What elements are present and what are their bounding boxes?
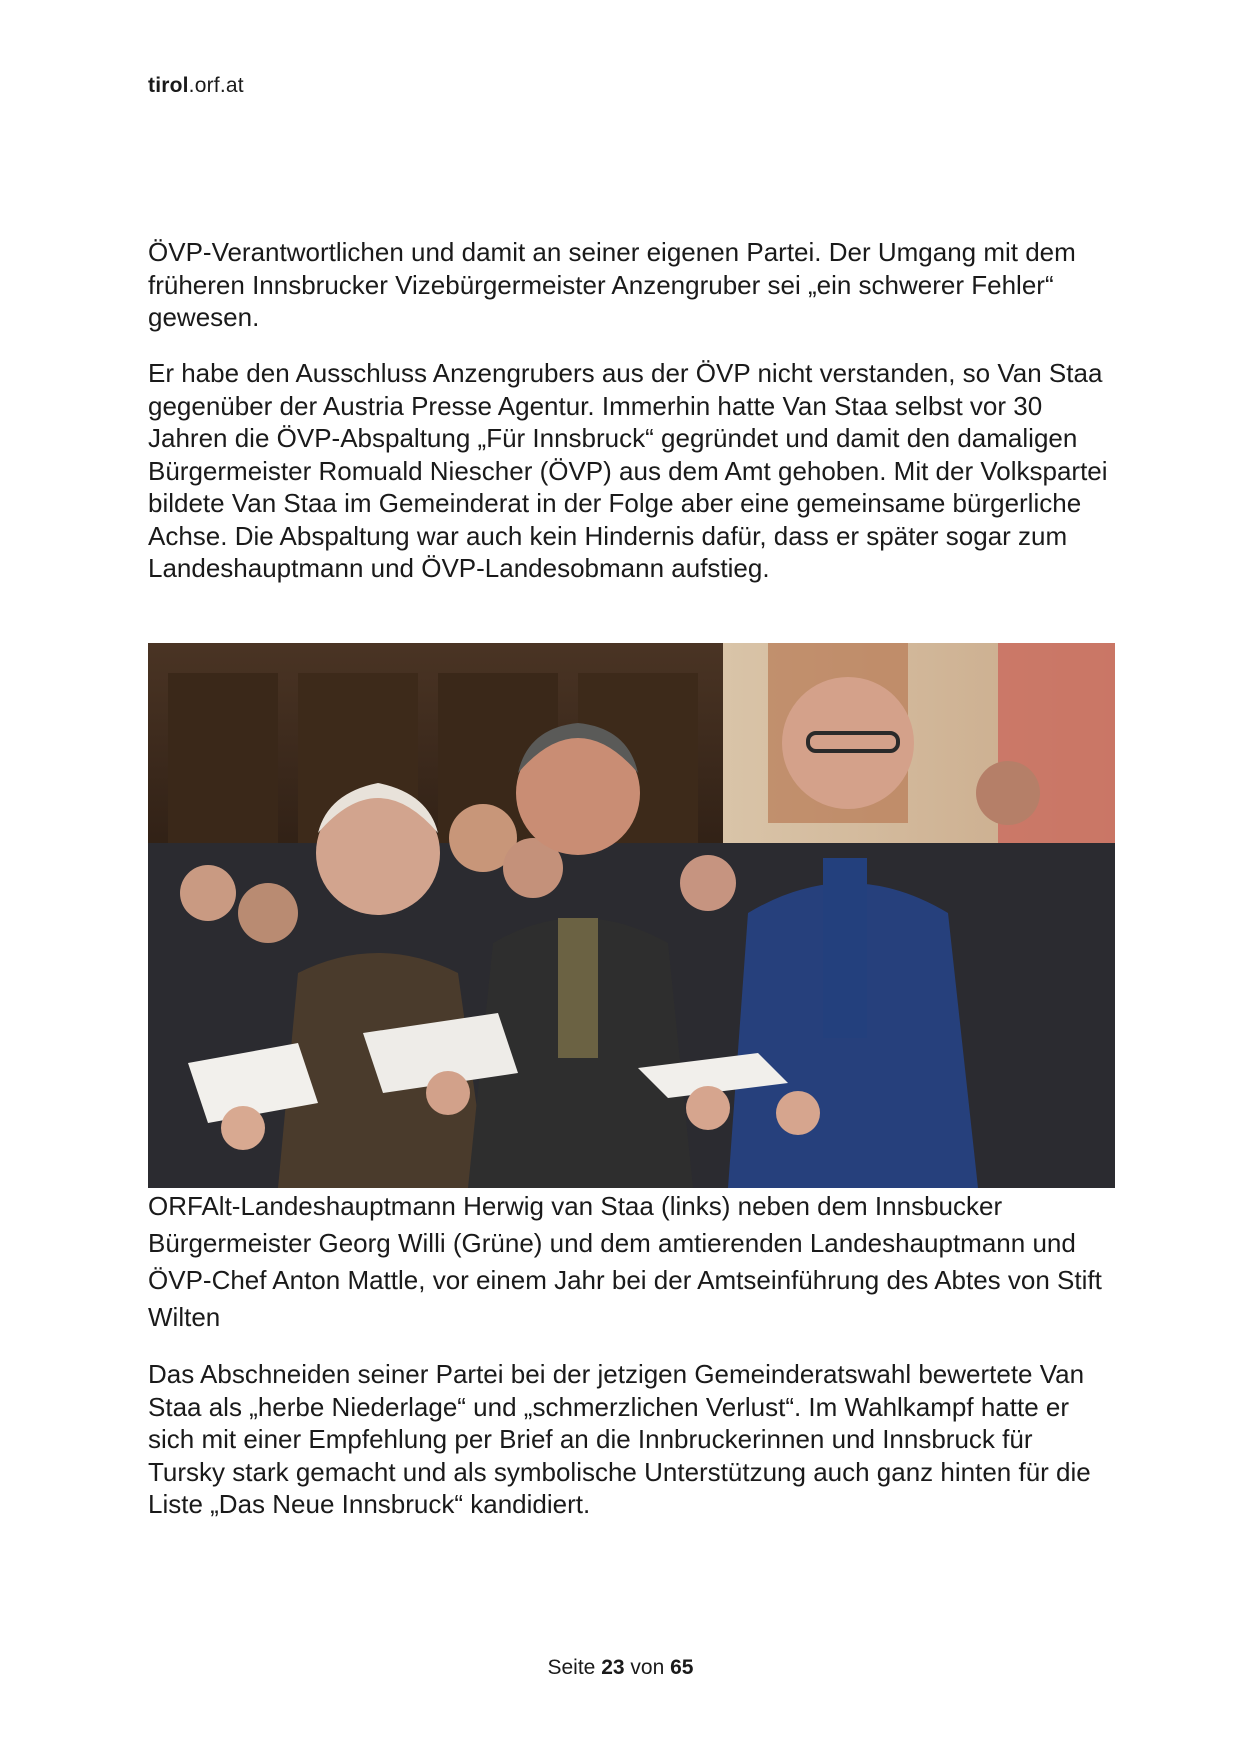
site-brand: [148, 74, 244, 98]
footer-current-page: 23: [601, 1656, 625, 1679]
footer-prefix: Seite: [547, 1656, 596, 1679]
footer-total-pages: 65: [670, 1656, 694, 1679]
page-footer: [0, 1656, 1241, 1680]
paragraph-2: Er habe den Ausschluss Anzengrubers aus der ÖVP nicht verstanden, so Van Staa gegenüber der Austria Presse Agentur. Immerhin hatte Van Staa selbst vor 30 Jahren die ÖVP-Abspaltung „Für Innsbruck“ gegründet und damit den damaligen Bürgermeister Romuald Niescher (ÖVP) aus dem Amt gehoben. Mit der Volkspartei bildete Van Staa im Gemeinderat in der Folge aber eine gemeinsame bürgerliche Achse. Die Abspaltung war auch kein Hindernis dafür, dass er später sogar zum Landeshauptmann und ÖVP-Landesobmann aufstieg.: [148, 358, 1108, 583]
footer-middle: von: [630, 1656, 665, 1679]
paragraph-1: ÖVP-Verantwortlichen und damit an seiner eigenen Partei. Der Umgang mit dem früheren Innsbrucker Vizebürgermeister Anzengruber sei „ein schwerer Fehler“ gewesen.: [148, 237, 1076, 332]
photo-illustration: [148, 643, 1115, 1188]
brand-bold: tirol: [148, 74, 189, 97]
photo-caption: ORFAlt-Landeshauptmann Herwig van Staa (links) neben dem Innsbucker Bürgermeister Georg Willi (Grüne) und dem amtierenden Landeshauptmann und ÖVP-Chef Anton Mattle, vor einem Jahr bei der Amtseinführung des Abtes von Stift Wilten: [148, 1191, 1102, 1332]
paragraph-3: Das Abschneiden seiner Partei bei der jetzigen Gemeinderatswahl bewertete Van Staa als „herbe Niederlage“ und „schmerzlichen Verlust“. Im Wahlkampf hatte er sich mit einer Empfehlung per Brief an die Innbruckerinnen und Innsbruck für Tursky stark gemacht und als symbolische Unterstützung auch ganz hinten für die Liste „Das Neue Innsbruck“ kandidiert.: [148, 1359, 1091, 1519]
brand-rest: .orf.at: [188, 74, 244, 97]
article-photo: [148, 643, 1115, 1188]
